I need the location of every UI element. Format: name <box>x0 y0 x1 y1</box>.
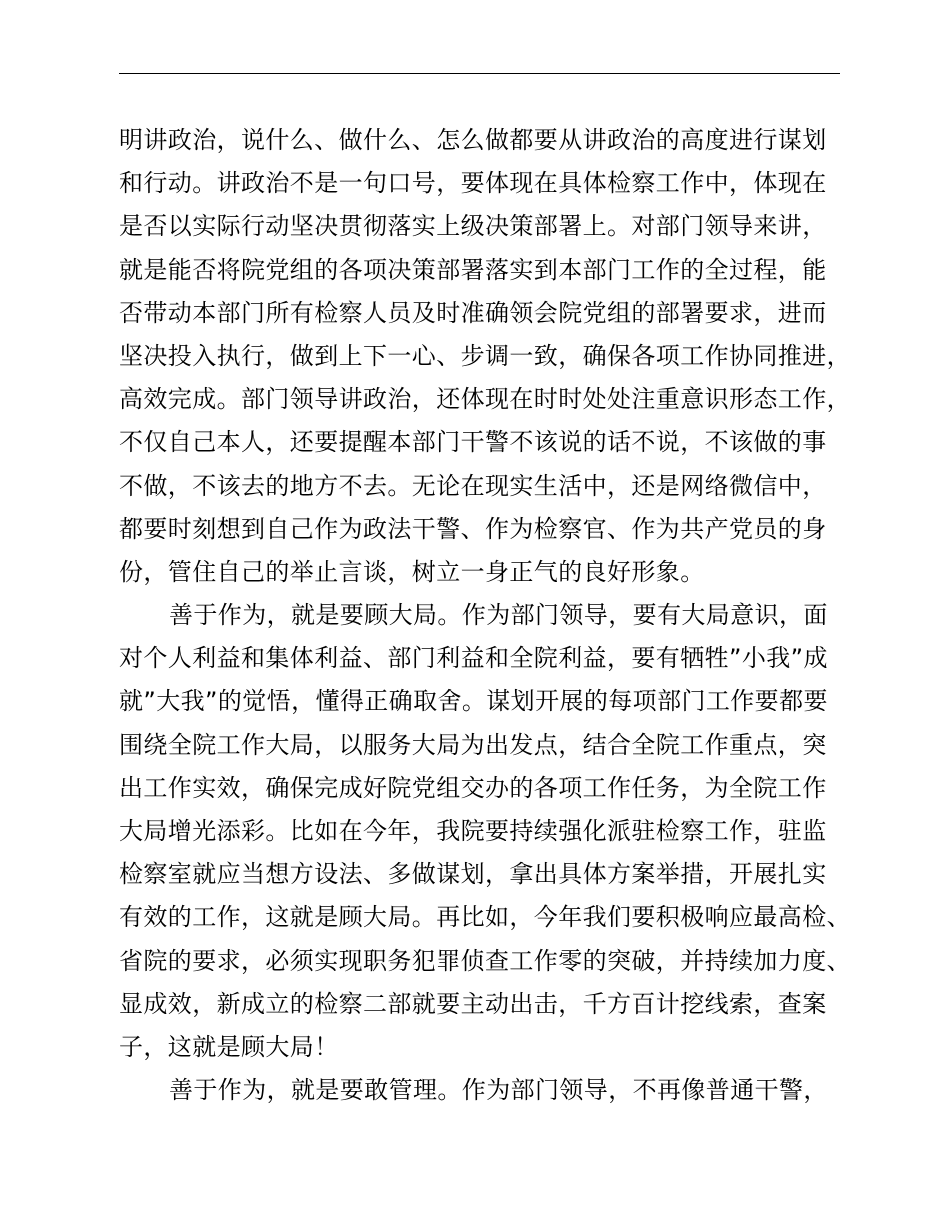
text-line: 就是能否将院党组的各项决策部署落实到本部门工作的全过程，能 <box>119 255 827 284</box>
text-line: 不做，不该去的地方不去。无论在现实生活中，还是网络微信中， <box>119 471 827 500</box>
text-line: 和行动。讲政治不是一句口号，要体现在具体检察工作中，体现在 <box>119 169 827 198</box>
header-rule <box>119 73 840 74</box>
text-line: 省院的要求，必须实现职务犯罪侦查工作零的突破，并持续加力度、 <box>119 946 851 975</box>
paragraph-start-line: 善于作为，就是要顾大局。作为部门领导，要有大局意识，面 <box>169 601 828 630</box>
text-line: 检察室就应当想方设法、多做谋划，拿出具体方案举措，开展扎实 <box>119 860 827 889</box>
text-line: 明讲政治，说什么、做什么、怎么做都要从讲政治的高度进行谋划 <box>119 126 827 154</box>
text-line: 有效的工作，这就是顾大局。再比如，今年我们要积极响应最高检、 <box>119 903 851 932</box>
text-line: 否带动本部门所有检察人员及时准确领会院党组的部署要求，进而 <box>119 298 827 327</box>
text-line: 不仅自己本人，还要提醒本部门干警不该说的话不说，不该做的事 <box>119 428 827 457</box>
text-line: 坚决投入执行，做到上下一心、步调一致，确保各项工作协同推进， <box>119 341 851 370</box>
text-line: 对个人利益和集体利益、部门利益和全院利益，要有牺牲”小我”成 <box>119 644 828 673</box>
text-line: 大局增光添彩。比如在今年，我院要持续强化派驻检察工作，驻监 <box>119 817 827 845</box>
text-line: 份，管住自己的举止言谈，树立一身正气的良好形象。 <box>119 557 705 586</box>
text-line: 围绕全院工作大局，以服务大局为出发点，结合全院工作重点，突 <box>119 730 827 759</box>
body-text <box>119 119 864 1112</box>
text-line: 都要时刻想到自己作为政法干警、作为检察官、作为共产党员的身 <box>119 514 827 543</box>
paragraph-start-line: 善于作为，就是要敢管理。作为部门领导，不再像普通干警， <box>169 1076 828 1105</box>
text-line: 是否以实际行动坚决贯彻落实上级决策部署上。对部门领导来讲， <box>119 212 827 241</box>
text-line: 就”大我”的觉悟，懂得正确取舍。谋划开展的每项部门工作要都要 <box>119 687 828 716</box>
text-line: 高效完成。部门领导讲政治，还体现在时时处处注重意识形态工作， <box>119 385 851 414</box>
text-line: 出工作实效，确保完成好院党组交办的各项工作任务，为全院工作 <box>119 773 827 802</box>
text-line: 显成效，新成立的检察二部就要主动出击，千方百计挖线索，查案 <box>119 989 827 1018</box>
text-line: 子，这就是顾大局！ <box>119 1032 339 1061</box>
